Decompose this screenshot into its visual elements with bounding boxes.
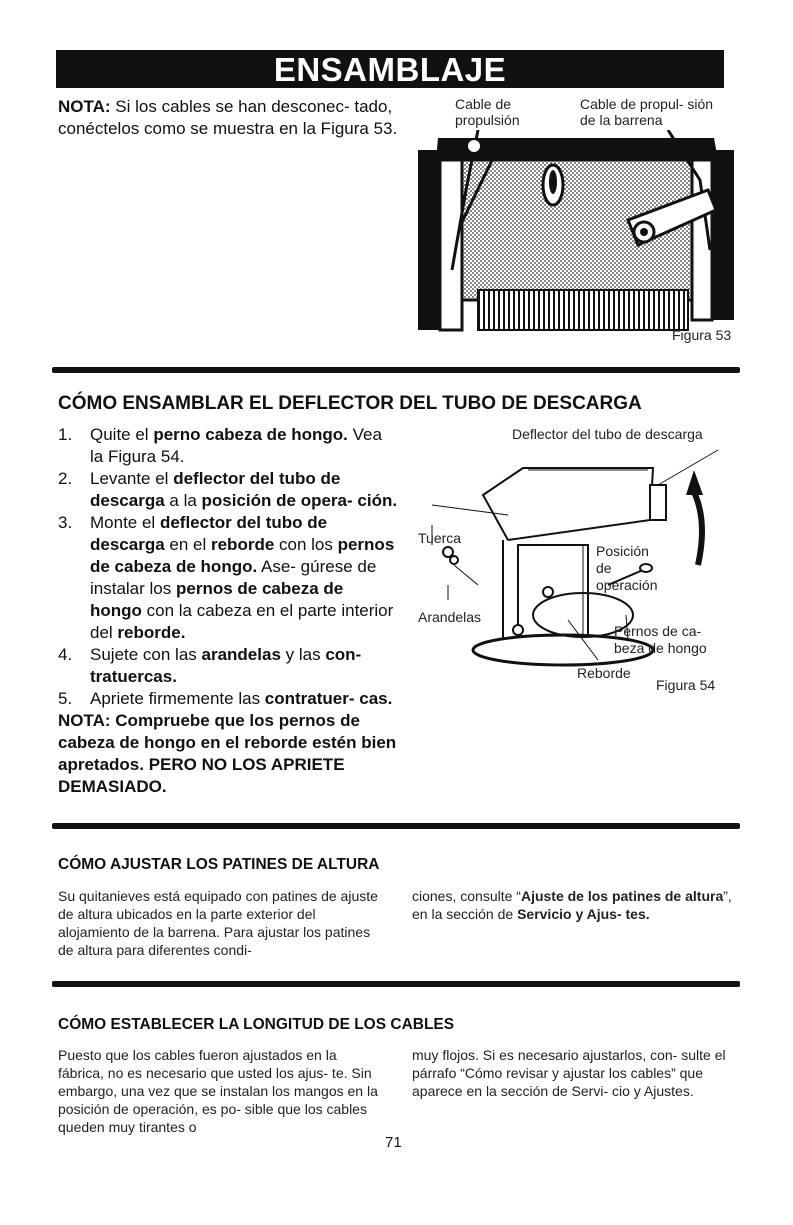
text: a la <box>164 491 202 510</box>
section4-title: CÓMO ESTABLECER LA LONGITUD DE LOS CABLES <box>58 1016 455 1033</box>
figure53-label-right: Cable de propul- sión de la barrena <box>580 96 714 128</box>
section-divider-3 <box>52 981 740 987</box>
section3-col2 <box>412 887 734 923</box>
bold-text: contratuer- cas. <box>264 689 393 708</box>
steps-list <box>58 424 398 798</box>
section4-col1: Puesto que los cables fueron ajustados en la fábrica, no es necesario que usted los ajus- te. Sin embargo, una vez que se instalan los mangos en la posición de operación, es po- sible que los cables queden muy tirantes o <box>58 1047 378 1135</box>
text: Monte el <box>90 513 160 532</box>
step-number: 1. <box>58 425 73 444</box>
step-number: 3. <box>58 513 73 532</box>
text: en el <box>164 535 211 554</box>
figure54-label-posicion: Posición de operación <box>596 543 658 593</box>
bold-text: deflector del tubo de descarga <box>90 513 328 554</box>
text: y las <box>280 645 326 664</box>
text: ”, en la sección de <box>412 888 732 922</box>
bold-text: arandelas <box>201 645 281 664</box>
figure54-label-pernos: Pernos de ca- beza de hongo <box>614 623 707 656</box>
bold-text: posición de opera- ción. <box>201 491 398 510</box>
section3-col1: Su quitanieves está equipado con patines de ajuste de altura ubicados en la parte exterior del alojamiento de la barrena. Para ajustar los patines de altura para diferentes condi- <box>58 888 378 958</box>
section2-title: CÓMO ENSAMBLAR EL DEFLECTOR DEL TUBO DE DESCARGA <box>58 393 642 414</box>
text: con los <box>274 535 338 554</box>
section-banner: ENSAMBLAJE <box>56 50 724 88</box>
page-number: 71 <box>385 1134 402 1151</box>
figure54-caption: Figura 54 <box>656 677 716 693</box>
text: Quite el <box>90 425 154 444</box>
bold-text: perno cabeza de hongo. <box>153 425 348 444</box>
figure54-label-arandelas: Arandelas <box>418 609 482 625</box>
figure54-label-deflector: Deflector del tubo de descarga <box>512 426 703 442</box>
bold-text: pernos de cabeza de hongo. <box>90 535 395 576</box>
bold-text: con- tratuercas. <box>90 645 362 686</box>
text: ciones, consulte “ <box>412 888 521 904</box>
step-number: 5. <box>58 689 73 708</box>
note-label: NOTA: <box>58 97 111 116</box>
text: Levante el <box>90 469 174 488</box>
step-item <box>58 644 398 688</box>
bold-text: pernos de cabeza de hongo <box>90 579 344 620</box>
step-item <box>58 512 398 644</box>
step-item <box>58 468 398 512</box>
bold-text: Servicio y Ajus- tes. <box>517 906 650 922</box>
text: Sujete con las <box>90 645 202 664</box>
text: Ase- gúrese de instalar los <box>90 557 377 598</box>
section-divider-2 <box>52 823 740 829</box>
figure53-caption: Figura 53 <box>672 327 732 343</box>
note-paragraph <box>58 96 398 140</box>
bold-text: deflector del tubo de descarga <box>90 469 341 510</box>
bold-text: reborde <box>210 535 275 554</box>
step-number: 4. <box>58 645 73 664</box>
step-item <box>58 424 398 468</box>
text: Vea la Figura 54. <box>90 425 382 466</box>
note-text: Si los cables se han desconec- tado, conéctelos como se muestra en la Figura 53. <box>58 97 398 138</box>
step-number: 2. <box>58 469 73 488</box>
figure54-label-tuerca: Tuerca <box>418 530 462 546</box>
bold-text: reborde. <box>117 623 186 642</box>
figure-53-illustration <box>418 130 734 340</box>
figure54-label-reborde: Reborde <box>577 665 631 681</box>
bold-text: Ajuste de los patines de altura <box>520 888 724 904</box>
figure53-label-left: Cable de propulsión <box>455 96 520 128</box>
text: Apriete firmemente las <box>90 689 265 708</box>
section4-col2: muy flojos. Si es necesario ajustarlos, con- sulte el párrafo “Cómo revisar y ajustar los cables” que aparece en la sección de Servi- cio y Ajustes. <box>412 1047 726 1099</box>
step-item <box>58 688 398 710</box>
section2-note: NOTA: Compruebe que los pernos de cabeza de hongo en el reborde estén bien apretados. PERO NO LOS APRIETE DEMASIADO. <box>58 711 397 796</box>
section-divider-1 <box>52 367 740 373</box>
section3-title: CÓMO AJUSTAR LOS PATINES DE ALTURA <box>58 856 380 873</box>
text: con la cabeza en el parte interior del <box>90 601 394 642</box>
